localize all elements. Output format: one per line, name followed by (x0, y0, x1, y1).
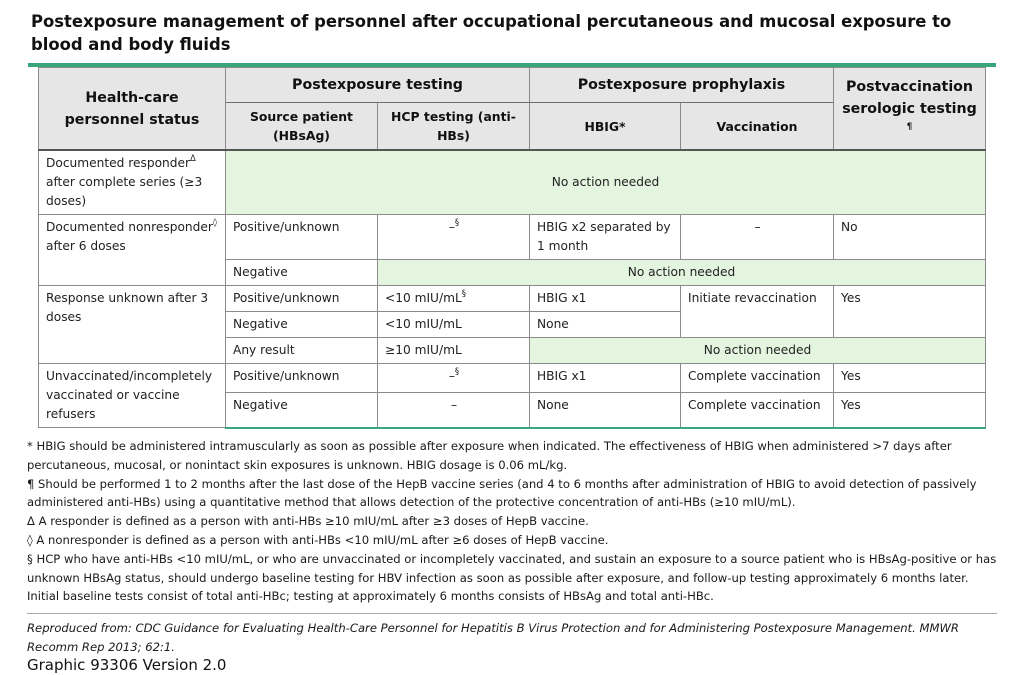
page-title: Postexposure management of personnel after occupational percutaneous and mucosal exposure to blood and body fluids (31, 12, 952, 54)
status-cell (39, 215, 226, 286)
header-vaccination: Vaccination (681, 103, 834, 151)
status-text: Documented nonresponder (46, 220, 213, 234)
hcp-value: – (448, 369, 455, 383)
reference-divider (27, 613, 997, 614)
header-hbig: HBIG* (530, 103, 681, 151)
source-cell: Positive/unknown (226, 364, 378, 393)
vaccination-cell: Initiate revaccination (681, 286, 834, 338)
section-mark: § (461, 289, 466, 299)
hbig-cell: None (530, 312, 681, 338)
table-row (39, 286, 986, 312)
header-status: Health-care personnel status (39, 68, 226, 151)
serologic-cell: Yes (834, 364, 986, 393)
serologic-cell: Yes (834, 392, 986, 428)
hcp-cell: – (378, 392, 530, 428)
diamond-mark: ◊ (212, 218, 218, 228)
no-action-cell: No action needed (378, 260, 986, 286)
header-testing-group: Postexposure testing (226, 68, 530, 103)
hcp-cell (378, 364, 530, 393)
hbig-cell: HBIG x1 (530, 364, 681, 393)
serologic-cell: No (834, 215, 986, 260)
status-text: Documented responder (46, 156, 191, 170)
footnote-responder: Δ A responder is defined as a person with anti-HBs ≥10 mIU/mL after ≥3 doses of HepB vaccine. (27, 514, 589, 529)
hcp-cell (378, 215, 530, 260)
hcp-value: <10 mIU/mL (385, 291, 462, 305)
status-cell (39, 150, 226, 215)
management-table (38, 67, 986, 429)
header-serologic-label: Postvaccination serologic testing (842, 78, 977, 117)
hcp-cell: ≥10 mIU/mL (378, 338, 530, 364)
hbig-cell: HBIG x1 (530, 286, 681, 312)
hcp-cell (378, 286, 530, 312)
footnote-serologic: ¶ Should be performed 1 to 2 months after the last dose of the HepB vaccine series (and 4 to 6 months after administration of HBIG to avoid detection of passively administered anti-HBs) using a quantitative method that allows detection of the protective concentration of anti-HBs (≥10 mIU/mL). (27, 476, 977, 510)
status-cell: Response unknown after 3 doses (39, 286, 226, 364)
status-cell: Unvaccinated/incompletely vaccinated or vaccine refusers (39, 364, 226, 428)
graphic-version-label: Graphic 93306 Version 2.0 (27, 656, 227, 674)
section-mark: § (454, 367, 460, 377)
hbig-cell: HBIG x2 separated by 1 month (530, 215, 681, 260)
hbig-cell: None (530, 392, 681, 428)
source-cell: Negative (226, 392, 378, 428)
vaccination-cell: – (681, 215, 834, 260)
source-cell: Positive/unknown (226, 286, 378, 312)
serologic-cell: Yes (834, 286, 986, 338)
source-cell: Negative (226, 312, 378, 338)
footnote-nonresponder: ◊ A nonresponder is defined as a person with anti-HBs <10 mIU/mL after ≥6 doses of HepB vaccine. (27, 532, 609, 547)
vaccination-cell: Complete vaccination (681, 392, 834, 428)
table-row (39, 364, 986, 393)
footnotes (27, 437, 997, 606)
status-text-rest: after 6 doses (46, 239, 126, 253)
header-serologic (834, 68, 986, 151)
pilcrow-mark: ¶ (906, 121, 913, 132)
header-prophylaxis-group: Postexposure prophylaxis (530, 68, 834, 103)
vaccination-cell: Complete vaccination (681, 364, 834, 393)
source-cell: Negative (226, 260, 378, 286)
table-row (39, 150, 986, 215)
footnote-hbig: * HBIG should be administered intramuscularly as soon as possible after exposure when indicated. The effectiveness of HBIG when administered >7 days after percutaneous, mucosal, or nonintact skin exposures is unknown. HBIG dosage is 0.06 mL/kg. (27, 439, 952, 472)
status-text-rest: after complete series (≥3 doses) (46, 175, 203, 208)
no-action-cell: No action needed (226, 150, 986, 215)
header-hcp-testing: HCP testing (anti-HBs) (378, 103, 530, 151)
source-reference: Reproduced from: CDC Guidance for Evaluating Health-Care Personnel for Hepatitis B Virus Protection and for Administering Postexposure Management. MMWR Recomm Rep 2013; 62:1. (27, 621, 959, 654)
footnote-baseline-testing: § HCP who have anti-HBs <10 mIU/mL, or who are unvaccinated or incompletely vaccinated, and sustain an exposure to a source patient who is HBsAg-positive or has unknown HBsAg status, should undergo baseline testing for HBV infection as soon as possible after exposure, and follow-up testing approximately 6 months later. Initial baseline tests consist of total anti-HBc; testing at approximately 6 months consists of HBsAg and total anti-HBc. (27, 551, 997, 604)
hcp-cell: <10 mIU/mL (378, 312, 530, 338)
delta-mark: Δ (190, 154, 196, 164)
hcp-value: – (448, 220, 455, 234)
header-source-patient: Source patient (HBsAg) (226, 103, 378, 151)
source-cell: Positive/unknown (226, 215, 378, 260)
table-row (39, 215, 986, 260)
section-mark: § (454, 218, 460, 228)
source-cell: Any result (226, 338, 378, 364)
no-action-cell: No action needed (530, 338, 986, 364)
